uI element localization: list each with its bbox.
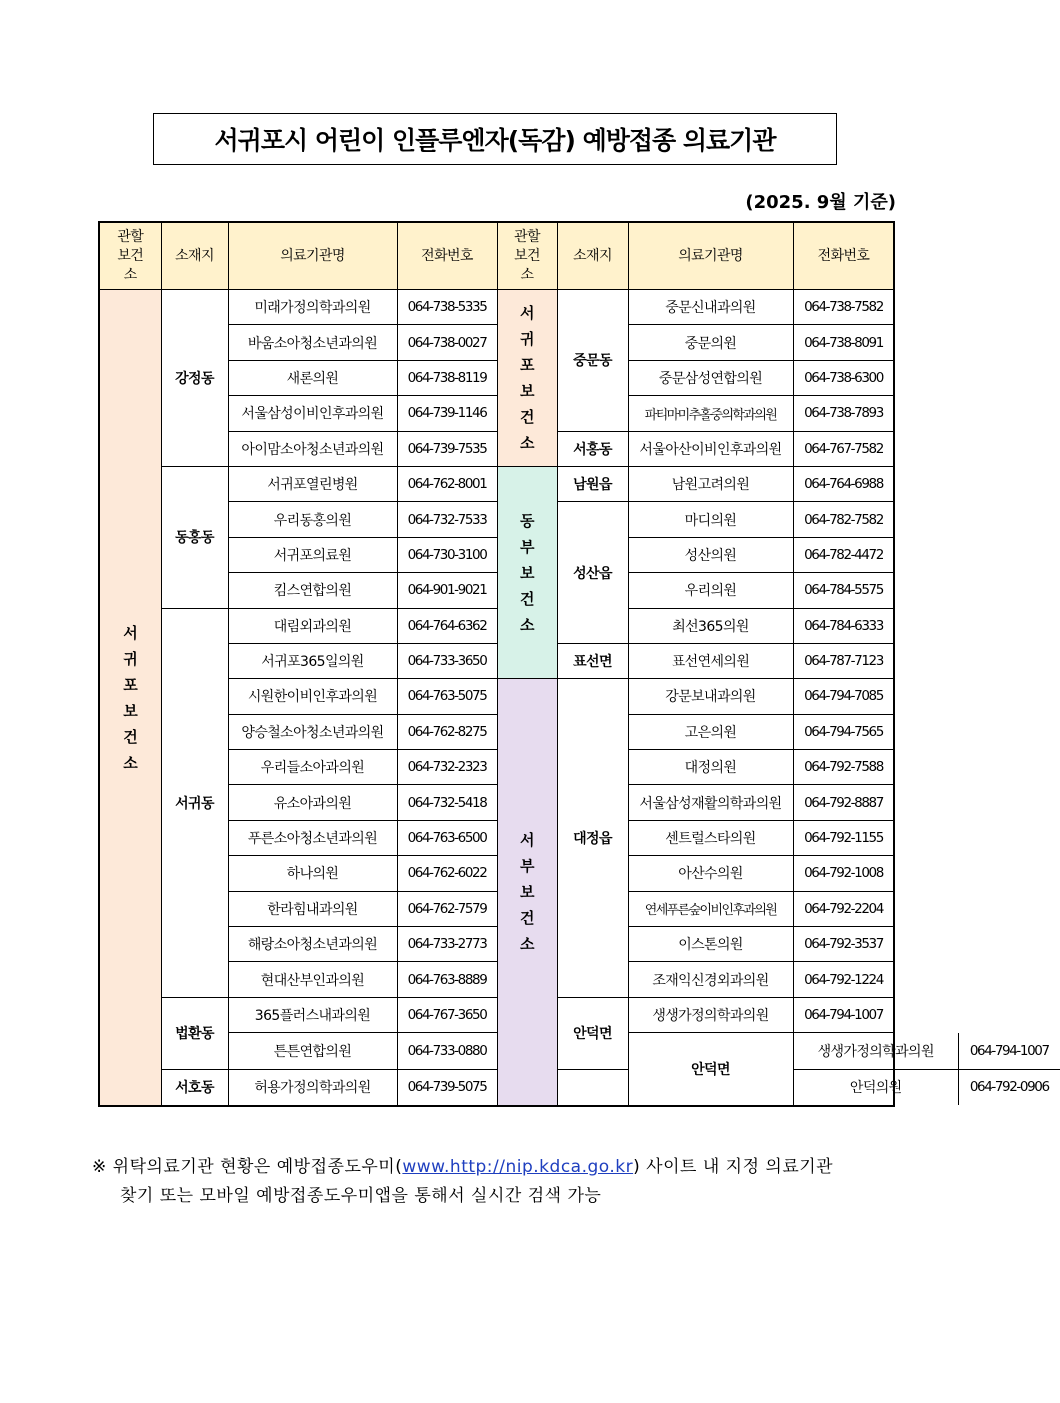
clinic-phone: 064-738-8091 xyxy=(793,325,894,360)
table-row xyxy=(794,1069,1060,1105)
header-phone-right: 전화번호 xyxy=(793,222,894,290)
clinic-name: 마디의원 xyxy=(628,502,793,537)
clinic-phone: 064-767-7582 xyxy=(793,431,894,466)
location-cell: 서호동 xyxy=(161,1069,228,1106)
clinic-name: 중문신내과의원 xyxy=(628,290,793,325)
clinic-phone: 064-792-1155 xyxy=(793,820,894,855)
clinic-name: 바움소아청소년과의원 xyxy=(228,325,397,360)
clinic-name: 아산수의원 xyxy=(628,856,793,891)
table-row xyxy=(99,466,894,501)
clinic-name: 서울삼성재활의학과의원 xyxy=(628,785,793,820)
clinic-table xyxy=(98,221,1049,1107)
clinic-name: 고은의원 xyxy=(628,714,793,749)
clinic-phone: 064-784-5575 xyxy=(793,573,894,608)
location-cell: 대정읍 xyxy=(557,679,628,998)
location-cell: 서홍동 xyxy=(557,431,628,466)
clinic-phone: 064-901-9021 xyxy=(397,573,497,608)
clinic-name: 튼튼연합의원 xyxy=(228,1033,397,1070)
clinic-phone: 064-732-5418 xyxy=(397,785,497,820)
clinic-phone: 064-738-0027 xyxy=(397,325,497,360)
clinic-phone: 064-738-7582 xyxy=(793,290,894,325)
clinic-name: 킴스연합의원 xyxy=(228,573,397,608)
clinic-phone: 064-762-8001 xyxy=(397,466,497,501)
clinic-phone: 064-738-5335 xyxy=(397,290,497,325)
clinic-name: 우리동홍의원 xyxy=(228,502,397,537)
header-center-right: 관할 보건 소 xyxy=(497,222,557,290)
header-location-left: 소재지 xyxy=(161,222,228,290)
clinic-phone: 064-767-3650 xyxy=(397,997,497,1032)
clinic-name: 연세푸른숲이비인후과의원 xyxy=(628,891,793,926)
location-cell: 성산읍 xyxy=(557,502,628,644)
clinic-name: 해랑소아청소년과의원 xyxy=(228,927,397,962)
clinic-name: 파티마미추홀중의학과의원 xyxy=(628,396,793,431)
clinic-name: 표선연세의원 xyxy=(628,643,793,678)
location-cell: 표선면 xyxy=(557,643,628,678)
location-cell: 안덕면 xyxy=(557,997,628,1069)
clinic-phone: 064-792-0906 xyxy=(969,1079,1049,1096)
clinic-phone: 064-739-7535 xyxy=(397,431,497,466)
page-title xyxy=(153,113,837,165)
clinic-name: 안덕의원 xyxy=(794,1069,959,1105)
date-basis: (2025. 9월 기준) xyxy=(745,192,896,213)
clinic-name: 생생가정의학과의원 xyxy=(794,1033,959,1069)
header-clinic-right: 의료기관명 xyxy=(628,222,793,290)
clinic-phone: 064-733-2773 xyxy=(397,927,497,962)
clinic-name: 최선365의원 xyxy=(628,608,793,643)
clinic-name: 남원고려의원 xyxy=(628,466,793,501)
clinic-name: 서귀포의료원 xyxy=(228,537,397,572)
footnote: ※ 위탁의료기관 현황은 예방접종도우미(www.http://nip.kdca.go.kr) 사이트 내 지정 의료기관 찾기 또는 모바일 예방접종도우미앱을 통해서 실시간 검색 가능 xyxy=(92,1157,834,1206)
header-row xyxy=(99,222,894,290)
clinic-phone: 064-739-1146 xyxy=(397,396,497,431)
center-cell-right: 동 부 보 건 소 xyxy=(497,466,557,678)
center-cell-right: 서 귀 포 보 건 소 xyxy=(497,290,557,467)
clinic-name: 한라힘내과의원 xyxy=(228,891,397,926)
andeok-block xyxy=(793,1033,1049,1106)
clinic-phone: 064-764-6362 xyxy=(397,608,497,643)
clinic-phone: 064-762-7579 xyxy=(397,891,497,926)
table-row xyxy=(99,290,894,325)
clinic-name: 우리의원 xyxy=(628,573,793,608)
clinic-name: 서울삼성이비인후과의원 xyxy=(228,396,397,431)
location-cell: 강정동 xyxy=(161,290,228,467)
clinic-name: 성산의원 xyxy=(628,537,793,572)
clinic-name: 365플러스내과의원 xyxy=(228,997,397,1032)
clinic-phone: 064-762-6022 xyxy=(397,856,497,891)
clinic-phone: 064-792-8887 xyxy=(793,785,894,820)
clinic-name: 유소아과의원 xyxy=(228,785,397,820)
clinic-name: 아이맘소아청소년과의원 xyxy=(228,431,397,466)
location-cell: 동홍동 xyxy=(161,466,228,608)
clinic-phone: 064-794-1007 xyxy=(793,997,894,1032)
clinic-phone: 064-762-8275 xyxy=(397,714,497,749)
clinic-phone: 064-763-8889 xyxy=(397,962,497,997)
clinic-phone: 064-792-1224 xyxy=(793,962,894,997)
center-cell-right: 서 부 보 건 소 xyxy=(497,679,557,1106)
table-row xyxy=(99,608,894,643)
clinic-name: 양승철소아청소년과의원 xyxy=(228,714,397,749)
clinic-phone: 064-739-5075 xyxy=(397,1069,497,1106)
clinic-name: 강문보내과의원 xyxy=(628,679,793,714)
clinic-phone: 064-792-3537 xyxy=(793,927,894,962)
clinic-phone: 064-792-7588 xyxy=(793,750,894,785)
location-cell: 서귀동 xyxy=(161,608,228,997)
clinic-name: 대정의원 xyxy=(628,750,793,785)
clinic-phone: 064-738-6300 xyxy=(793,360,894,395)
clinic-name: 중문의원 xyxy=(628,325,793,360)
clinic-phone: 064-732-7533 xyxy=(397,502,497,537)
clinic-phone: 064-782-7582 xyxy=(793,502,894,537)
location-cell: 중문동 xyxy=(557,290,628,432)
clinic-phone: 064-782-4472 xyxy=(793,537,894,572)
title-text: 서귀포시 어린이 인플루엔자(독감) 예방접종 의료기관 xyxy=(214,126,776,155)
clinic-phone: 064-784-6333 xyxy=(793,608,894,643)
location-cell: 법환동 xyxy=(161,997,228,1069)
clinic-name: 미래가정의학과의원 xyxy=(228,290,397,325)
header-clinic-left: 의료기관명 xyxy=(228,222,397,290)
clinic-name: 푸른소아청소년과의원 xyxy=(228,820,397,855)
clinic-phone: 064-787-7123 xyxy=(793,643,894,678)
center-cell-seogwipo: 서 귀 포 보 건 소 xyxy=(99,290,161,1107)
clinic-phone: 064-738-7893 xyxy=(793,396,894,431)
clinic-phone: 064-733-0880 xyxy=(397,1033,497,1070)
clinic-phone: 064-794-7565 xyxy=(793,714,894,749)
clinic-name: 허용가정의학과의원 xyxy=(228,1069,397,1106)
nip-link[interactable]: www.http://nip.kdca.go.kr xyxy=(402,1157,634,1177)
clinic-name: 시원한이비인후과의원 xyxy=(228,679,397,714)
clinic-phone: 064-764-6988 xyxy=(793,466,894,501)
clinic-phone: 064-738-8119 xyxy=(397,360,497,395)
clinic-phone: 064-794-7085 xyxy=(793,679,894,714)
clinic-name: 하나의원 xyxy=(228,856,397,891)
header-location-right: 소재지 xyxy=(557,222,628,290)
clinic-phone: 064-730-3100 xyxy=(397,537,497,572)
clinic-phone: 064-794-1007 xyxy=(959,1033,1060,1069)
clinic-name: 조재익신경외과의원 xyxy=(628,962,793,997)
clinic-name: 현대산부인과의원 xyxy=(228,962,397,997)
table-row xyxy=(99,997,894,1032)
clinic-phone: 064-792-2204 xyxy=(793,891,894,926)
clinic-name: 서귀포열린병원 xyxy=(228,466,397,501)
clinic-name: 이스톤의원 xyxy=(628,927,793,962)
clinic-name: 서귀포365일의원 xyxy=(228,643,397,678)
clinic-phone: 064-763-6500 xyxy=(397,820,497,855)
location-cell: 남원읍 xyxy=(557,466,628,501)
header-phone-left: 전화번호 xyxy=(397,222,497,290)
clinic-phone: 064-732-2323 xyxy=(397,750,497,785)
clinic-name: 중문삼성연합의원 xyxy=(628,360,793,395)
clinic-name: 새론의원 xyxy=(228,360,397,395)
header-center-left: 관할 보건 소 xyxy=(99,222,161,290)
clinic-name: 생생가정의학과의원 xyxy=(628,997,793,1032)
clinic-name: 우리들소아과의원 xyxy=(228,750,397,785)
location-cell: 안덕면 xyxy=(628,1033,793,1106)
clinic-name: 센트럴스타의원 xyxy=(628,820,793,855)
clinic-phone: 064-792-1008 xyxy=(793,856,894,891)
clinic-phone: 064-763-5075 xyxy=(397,679,497,714)
clinic-name: 대림외과의원 xyxy=(228,608,397,643)
table-row xyxy=(794,1033,1060,1069)
clinic-name: 서울아산이비인후과의원 xyxy=(628,431,793,466)
clinic-phone: 064-733-3650 xyxy=(397,643,497,678)
